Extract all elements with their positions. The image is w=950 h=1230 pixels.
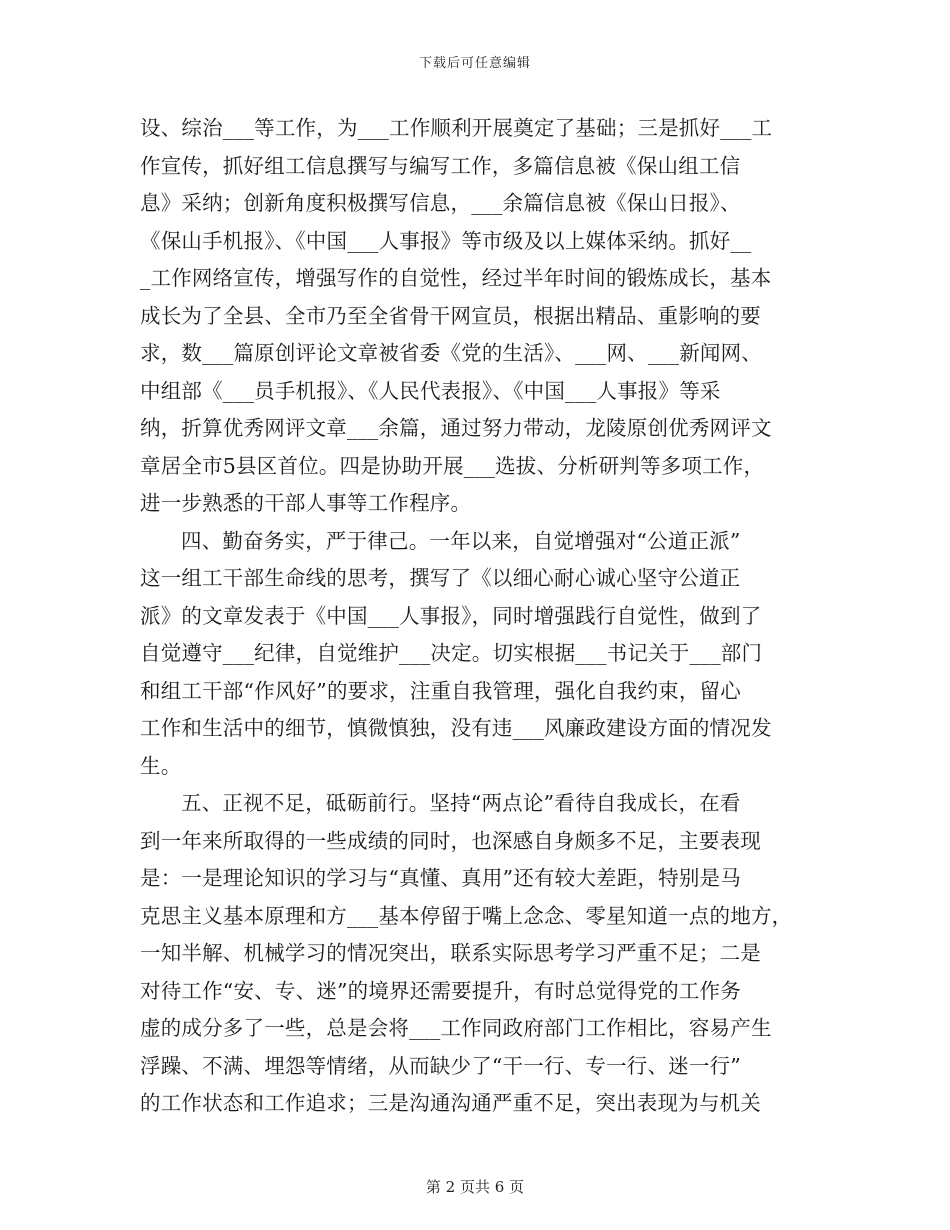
text-line: 纳，折算优秀网评文章___余篇，通过努力带动，龙陵原创优秀网评文 <box>140 416 772 440</box>
text-line: 求，数___篇原创评论文章被省委《党的生活》、___网、___新闻网、 <box>140 341 762 365</box>
text-line: 浮躁、不满、埋怨等情绪，从而缺少了“干一行、专一行、迷一行” <box>140 1053 741 1078</box>
text-line: 这一组工干部生命线的思考，撰写了《以细心耐心诚心坚守公道正 <box>140 566 741 590</box>
text-line: 中组部《___员手机报》、《人民代表报》、《中国___人事报》等采 <box>140 378 721 403</box>
text-line: 工作和生活中的细节，慎微慎独，没有违___风廉政建设方面的情况发 <box>140 716 772 740</box>
text-line: 设、综治___等工作，为___工作顺利开展奠定了基础；三是抓好___工 <box>140 116 773 140</box>
text-line: 派》的文章发表于《中国___人事报》，同时增强践行自觉性，做到了 <box>140 603 762 628</box>
text-line: 和组工干部“作风好”的要求，注重自我管理，强化自我约束，留心 <box>140 678 741 703</box>
text-line: _工作网络宣传，增强写作的自觉性，经过半年时间的锻炼成长，基本 <box>140 266 772 290</box>
page-number-footer: 第 2 页共 6 页 <box>425 1178 525 1196</box>
text-line: 生。 <box>140 753 182 778</box>
text-line: 成长为了全县、全市乃至全省骨干网宣员，根据出精品、重影响的要 <box>140 303 761 328</box>
document-body <box>140 110 820 1123</box>
text-line: 到一年来所取得的一些成绩的同时，也深感自身颇多不足，主要表现 <box>140 828 761 853</box>
text-line: 是：一是理论知识的学习与“真懂、真用”还有较大差距，特别是马 <box>140 866 741 890</box>
text-line: 虚的成分多了一些，总是会将___工作同政府部门工作相比，容易产生 <box>140 1016 772 1040</box>
page-header: 下载后可任意编辑 <box>418 56 531 71</box>
text-line: 息》采纳；创新角度积极撰写信息，___余篇信息被《保山日报》、 <box>140 191 741 215</box>
text-line: 作宣传，抓好组工信息撰写与编写工作，多篇信息被《保山组工信 <box>140 153 741 178</box>
paragraph-start-line: 五、正视不足，砥砺前行。坚持“两点论”看待自我成长，在看 <box>181 791 741 815</box>
text-line: 克思主义基本原理和方___基本停留于嘴上念念、零星知道一点的地方， <box>140 903 793 928</box>
text-line: 的工作状态和工作追求；三是沟通沟通严重不足，突出表现为与机关 <box>140 1091 761 1115</box>
text-line: 对待工作“安、专、迷”的境界还需要提升，有时总觉得党的工作务 <box>140 978 741 1003</box>
text-line: 章居全市5县区首位。四是协助开展___选拔、分析研判等多项工作， <box>140 453 765 478</box>
text-line: 《保山手机报》、《中国___人事报》等市级及以上媒体采纳。抓好__ <box>140 228 752 253</box>
paragraph-start-line: 四、勤奋务实，严于律己。一年以来，自觉增强对“公道正派” <box>181 528 741 553</box>
text-line: 自觉遵守___纪律，自觉维护___决定。切实根据___书记关于___部门 <box>140 641 763 665</box>
text-line: 进一步熟悉的干部人事等工作程序。 <box>140 491 472 515</box>
text-line: 一知半解、机械学习的情况突出，联系实际思考学习严重不足；二是 <box>140 941 761 965</box>
